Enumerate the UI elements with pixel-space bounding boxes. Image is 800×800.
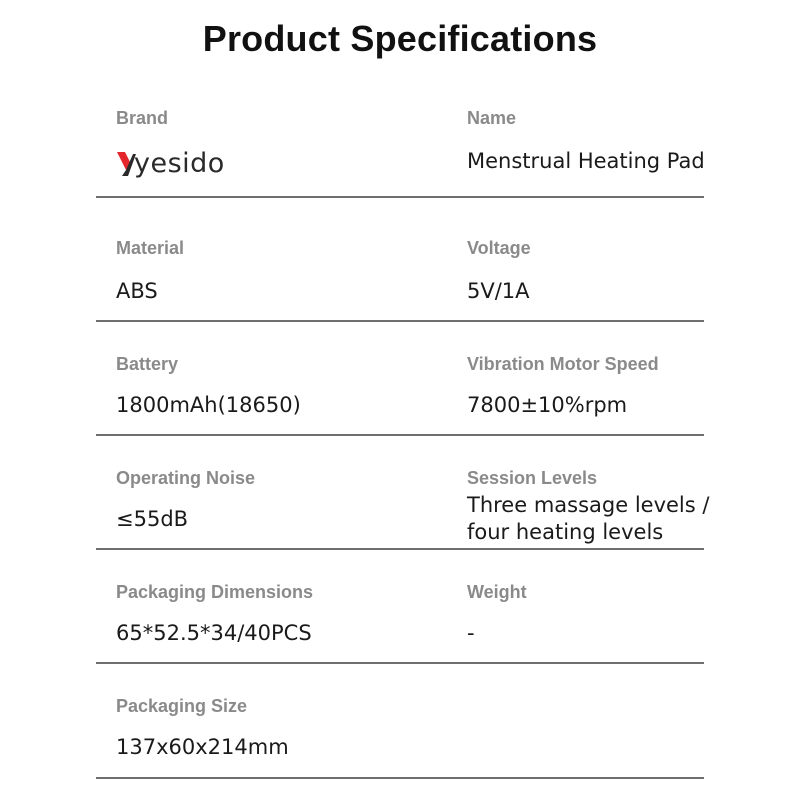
spec-row xyxy=(96,550,704,664)
spec-label: Operating Noise xyxy=(116,468,256,488)
spec-value: 5V/1A xyxy=(467,279,530,303)
spec-value: ≤55dB xyxy=(116,507,189,531)
spec-value: - xyxy=(467,621,475,645)
page-title: Product Specifications xyxy=(202,18,598,59)
spec-label: Session Levels xyxy=(467,468,598,488)
spec-cell-motor-speed xyxy=(467,322,707,434)
spec-label: Vibration Motor Speed xyxy=(467,354,659,374)
spec-cell-brand xyxy=(116,82,446,196)
spec-value: 7800±10%rpm xyxy=(467,393,628,417)
spec-label: Brand xyxy=(116,108,169,128)
spec-cell-noise xyxy=(116,436,446,548)
spec-value: 65*52.5*34/40PCS xyxy=(116,621,312,645)
spec-value: ABS xyxy=(116,279,158,303)
spec-cell-weight xyxy=(467,550,707,662)
spec-cell-voltage xyxy=(467,198,707,320)
spec-label: Material xyxy=(116,238,185,258)
spec-cell-name xyxy=(467,82,707,196)
brand-logo-mark-icon xyxy=(116,148,136,178)
spec-cell-packaging-dimensions xyxy=(116,550,446,662)
spec-cell-material xyxy=(116,198,446,320)
spec-label: Battery xyxy=(116,354,179,374)
spec-label: Packaging Dimensions xyxy=(116,582,314,602)
spec-cell-battery xyxy=(116,322,446,434)
spec-cell-packaging-size xyxy=(116,664,446,777)
brand-logo-text: yesido xyxy=(134,147,225,179)
spec-value: 1800mAh(18650) xyxy=(116,393,301,417)
spec-row xyxy=(96,322,704,436)
brand-logo xyxy=(116,146,225,180)
spec-row xyxy=(96,198,704,322)
spec-label: Packaging Size xyxy=(116,696,248,716)
spec-value: Menstrual Heating Pad xyxy=(467,149,705,173)
spec-value: Three massage levels / four heating levels xyxy=(467,493,710,544)
spec-row xyxy=(96,664,704,779)
spec-cell-session-levels xyxy=(467,436,710,548)
spec-row xyxy=(96,436,710,550)
spec-value: 137x60x214mm xyxy=(116,735,289,759)
spec-label: Weight xyxy=(467,582,527,602)
spec-label: Voltage xyxy=(467,238,531,258)
spec-label: Name xyxy=(467,108,517,128)
spec-row xyxy=(96,82,704,198)
spec-table xyxy=(96,82,710,779)
